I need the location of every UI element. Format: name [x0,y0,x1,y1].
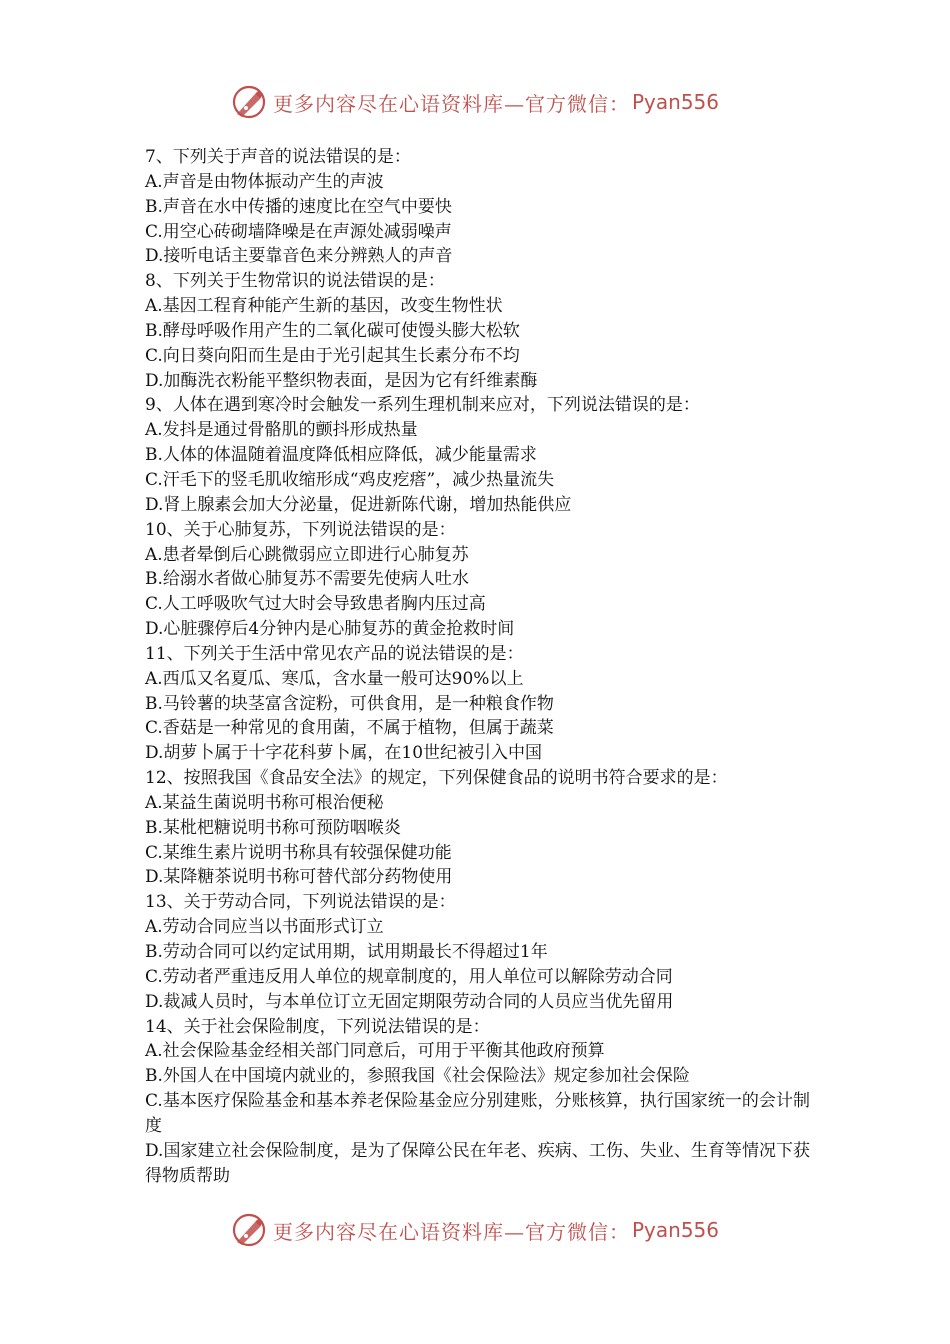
watermark-text: 更多内容尽在心语资料库—官方微信： [272,91,630,116]
watermark-text: 更多内容尽在心语资料库—官方微信： [272,1219,630,1244]
question-block [145,269,810,393]
answer-option: D.胡萝卜属于十字花科萝卜属，在10世纪被引入中国 [145,743,543,764]
question-stem: 8、下列关于生物常识的说法错误的是： [145,271,445,292]
pen-nib-logo-icon [231,84,267,120]
answer-option: B.酵母呼吸作用产生的二氧化碳可使馒头膨大松软 [145,320,520,341]
answer-option: B.劳动合同可以约定试用期，试用期最长不得超过1年 [145,942,548,962]
answer-option: D.肾上腺素会加大分泌量，促进新陈代谢，增加热能供应 [145,494,572,515]
answer-option: D.裁减人员时，与本单位订立无固定期限劳动合同的人员应当优先留用 [145,991,674,1012]
question-stem: 13、关于劳动合同，下列说法错误的是： [145,892,456,913]
answer-option: C.人工呼吸吹气过大时会导致患者胸内压过高 [145,594,486,615]
answer-option: C.汗毛下的竖毛肌收缩形成“鸡皮疙瘩”，减少热量流失 [145,469,555,490]
answer-option: C.某维生素片说明书称具有较强保健功能 [145,842,452,863]
answer-option: B.声音在水中传播的速度比在空气中要快 [145,196,452,217]
answer-option: A.西瓜又名夏瓜、寒瓜，含水量一般可达90%以上 [145,668,524,689]
answer-option: D.心脏骤停后4分钟内是心肺复苏的黄金抢救时间 [145,619,515,640]
answer-option: D.某降糖茶说明书称可替代部分药物使用 [145,867,453,888]
question-block [145,518,810,642]
question-block [145,766,810,890]
question-stem: 7、下列关于声音的说法错误的是： [145,147,411,167]
answer-option: C.用空心砖砌墙降噪是在声源处减弱噪声 [145,221,452,242]
question-stem: 14、关于社会保险制度，下列说法错误的是： [145,1016,490,1037]
answer-option: A.基因工程育种能产生新的基因，改变生物性状 [145,296,503,317]
answer-option: C.劳动者严重违反用人单位的规章制度的，用人单位可以解除劳动合同 [145,966,673,987]
answer-option: D.国家建立社会保险制度，是为了保障公民在年老、疾病、工伤、失业、生育等情况下获得物质帮助 [145,1140,810,1186]
answer-option: C.香菇是一种常见的食用菌，不属于植物，但属于蔬菜 [145,718,554,739]
answer-option: B.外国人在中国境内就业的，参照我国《社会保险法》规定参加社会保险 [145,1066,690,1087]
question-block [145,1015,810,1189]
answer-option: B.人体的体温随着温度降低相应降低，减少能量需求 [145,445,537,466]
question-stem: 9、人体在遇到寒冷时会触发一系列生理机制来应对，下列说法错误的是： [145,395,700,416]
answer-option: A.劳动合同应当以书面形式订立 [145,917,384,938]
answer-option: D.加酶洗衣粉能平整织物表面，是因为它有纤维素酶 [145,370,538,391]
question-stem: 10、关于心肺复苏，下列说法错误的是： [145,519,456,540]
answer-option: D.接听电话主要靠音色来分辨熟人的声音 [145,246,453,267]
answer-option: A.声音是由物体振动产生的声波 [145,171,384,192]
answer-option: C.基本医疗保险基金和基本养老保险基金应分别建账，分账核算，执行国家统一的会计制度 [145,1091,810,1136]
question-block [145,393,810,517]
footer-watermark [0,1210,950,1250]
answer-option: A.患者晕倒后心跳微弱应立即进行心肺复苏 [145,544,469,565]
question-block [145,890,810,1014]
answer-option: A.某益生菌说明书称可根治便秘 [145,792,384,813]
question-block [145,642,810,766]
answer-option: A.发抖是通过骨骼肌的颤抖形成热量 [145,420,418,441]
answer-option: B.某枇杷糖说明书称可预防咽喉炎 [145,817,401,838]
header-watermark [0,82,950,122]
wechat-id: Pyan556 [631,1218,719,1242]
question-list [145,145,810,1188]
answer-option: B.马铃薯的块茎富含淀粉，可供食用，是一种粮食作物 [145,693,554,714]
question-stem: 11、下列关于生活中常见农产品的说法错误的是： [145,643,524,664]
answer-option: C.向日葵向阳而生是由于光引起其生长素分布不均 [145,345,520,366]
answer-option: B.给溺水者做心肺复苏不需要先使病人吐水 [145,569,469,590]
answer-option: A.社会保险基金经相关部门同意后，可用于平衡其他政府预算 [145,1041,605,1062]
wechat-id: Pyan556 [631,90,719,114]
pen-nib-logo-icon [231,1212,267,1248]
question-stem: 12、按照我国《食品安全法》的规定，下列保健食品的说明书符合要求的是： [145,768,728,789]
question-block [145,145,810,269]
